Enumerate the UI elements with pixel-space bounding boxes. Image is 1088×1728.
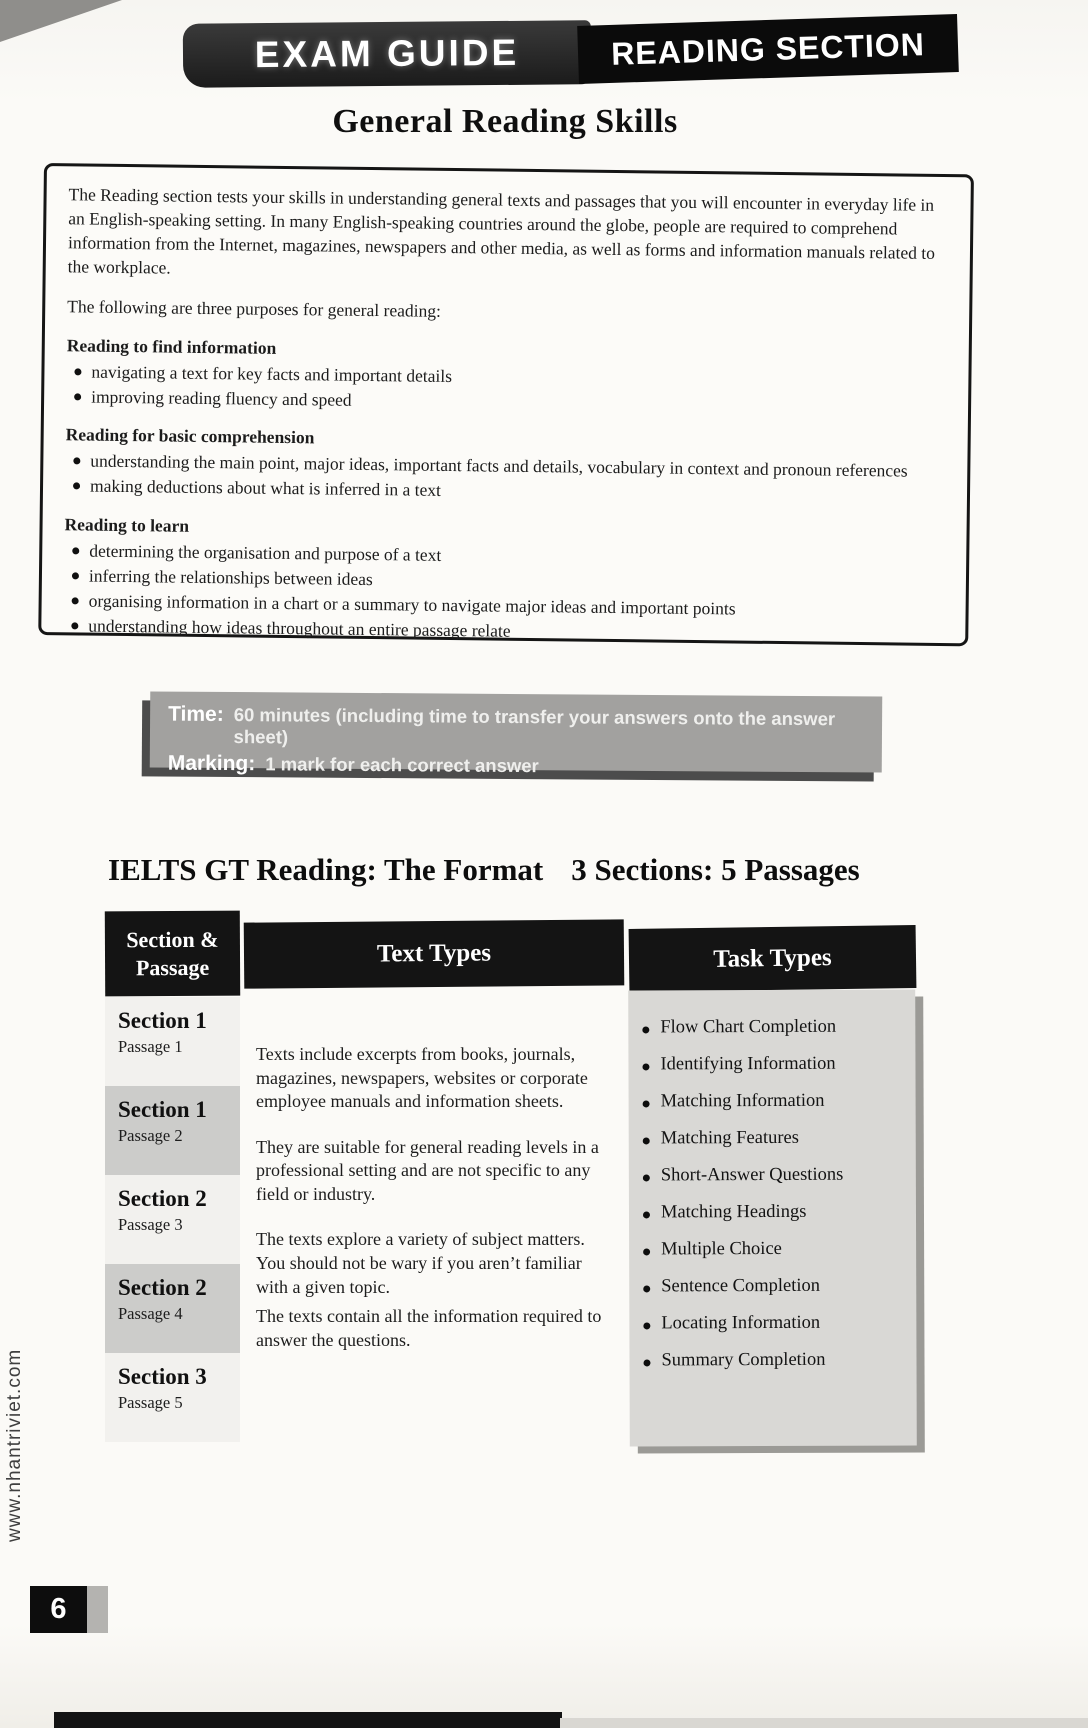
task-item	[643, 1128, 908, 1150]
task-types-column	[628, 990, 917, 1447]
bullet-text: understanding the main point, major ideas, important facts and details, vocabulary in context and pronoun references	[90, 450, 908, 481]
text-types-paragraph: Texts include excerpts from books, journals, magazines, newspapers, websites or corporate employee manuals and information sheets.	[256, 1044, 588, 1112]
task-label: Flow Chart Completion	[660, 1016, 837, 1038]
bullet-icon	[643, 1174, 650, 1181]
task-item	[643, 1091, 908, 1113]
task-item	[642, 1017, 907, 1039]
format-heading-right: 3 Sections: 5 Passages	[571, 852, 860, 887]
bullet-text: making deductions about what is inferred in a text	[89, 475, 442, 501]
task-label: Matching Information	[660, 1090, 825, 1112]
passage-label: Passage 1	[118, 1037, 183, 1056]
bullet-icon	[73, 483, 80, 490]
purpose-group-find-information	[66, 333, 945, 419]
bullet-icon	[72, 547, 79, 554]
table-row	[105, 997, 240, 1086]
section-label: Section 3	[118, 1364, 207, 1389]
bullet-icon	[74, 393, 81, 400]
task-item	[643, 1165, 908, 1187]
task-label: Summary Completion	[661, 1349, 826, 1371]
bullet-icon	[643, 1137, 650, 1144]
passage-label: Passage 3	[118, 1215, 183, 1234]
marking-row	[168, 752, 864, 781]
marking-label: Marking:	[167, 751, 256, 776]
purpose-heading: Reading to learn	[64, 513, 190, 536]
intro-paragraph: The Reading section tests your skills in understanding general texts and passages that you will encounter in everyday life in an English-speaking setting. In many English-speaking countries around the globe, people are required to comprehend information from the Internet, magazines, newspapers and other media, as well as forms and information manuals related to the workplace.	[67, 184, 936, 278]
table-header-text-types: Text Types	[244, 919, 625, 988]
bullet-icon	[642, 1026, 649, 1033]
bullet-icon	[642, 1063, 649, 1070]
bullet-icon	[72, 572, 79, 579]
passage-label: Passage 5	[118, 1393, 183, 1412]
format-heading	[108, 852, 1008, 888]
bullet-icon	[71, 622, 78, 629]
page-number-tail	[87, 1586, 108, 1633]
table-header-task-types: Task Types	[629, 925, 917, 992]
task-label: Short-Answer Questions	[660, 1164, 844, 1186]
task-label: Multiple Choice	[661, 1238, 782, 1260]
bottom-scan-edge	[560, 1718, 1088, 1728]
task-item	[642, 1054, 907, 1076]
text-types-paragraph: They are suitable for general reading levels in a professional setting and are not specific to any field or industry.	[256, 1136, 599, 1204]
bullet-list	[63, 538, 942, 648]
bottom-scan-strip	[54, 1712, 562, 1728]
table-header-section-passage: Section & Passage	[105, 911, 240, 997]
format-heading-left: IELTS GT Reading: The Format	[108, 852, 544, 887]
table-row	[105, 1353, 240, 1442]
table-row	[105, 1175, 240, 1264]
section-label: Section 2	[118, 1275, 207, 1300]
purpose-heading: Reading for basic comprehension	[65, 424, 315, 448]
intro-lead: The following are three purposes for general reading:	[67, 295, 442, 321]
bullet-text: inferring the relationships between ideas	[88, 565, 373, 589]
bullet-icon	[643, 1248, 650, 1255]
text-types-column	[244, 997, 624, 1352]
passage-label: Passage 2	[118, 1126, 183, 1145]
bullet-list	[66, 359, 945, 419]
page-number: 6	[50, 1593, 67, 1625]
exam-guide-banner	[183, 20, 592, 88]
page-number-badge	[30, 1586, 87, 1633]
time-label: Time:	[168, 702, 224, 726]
text-types-paragraph: The texts explore a variety of subject matters. You should not be wary if you aren’t familiar with a given topic.	[256, 1229, 585, 1297]
bullet-icon	[643, 1322, 650, 1329]
bullet-icon	[643, 1359, 650, 1366]
exam-guide-label: EXAM GUIDE	[254, 31, 520, 76]
task-item	[643, 1276, 908, 1298]
intro-box	[38, 163, 974, 646]
task-item	[643, 1350, 908, 1372]
bullet-text: navigating a text for key facts and important details	[91, 361, 453, 386]
section-passage-column	[105, 997, 240, 1442]
text-types-paragraph: The texts contain all the information required to answer the questions.	[256, 1306, 602, 1350]
task-label: Matching Features	[660, 1127, 799, 1149]
scan-corner-artifact	[0, 0, 122, 42]
purpose-heading: Reading to find information	[66, 334, 277, 358]
reading-section-label: READING SECTION	[610, 25, 926, 72]
section-label: Section 1	[118, 1008, 207, 1033]
bullet-list	[65, 449, 944, 509]
section-label: Section 2	[118, 1186, 207, 1211]
bullet-text: determining the organisation and purpose of a text	[89, 540, 442, 565]
publisher-url: www.nhantriviet.com	[4, 1348, 25, 1542]
time-row	[168, 703, 864, 753]
bullet-icon	[73, 458, 80, 465]
table-row	[105, 1264, 240, 1353]
purpose-group-reading-to-learn	[63, 512, 942, 648]
marking-value: 1 mark for each correct answer	[265, 753, 539, 777]
bullet-text: organising information in a chart or a summary to navigate major ideas and important points	[88, 590, 736, 619]
bullet-icon	[643, 1211, 650, 1218]
section-label: Section 1	[118, 1097, 207, 1122]
task-item	[643, 1239, 908, 1261]
passage-label: Passage 4	[118, 1304, 183, 1323]
task-label: Matching Headings	[660, 1201, 807, 1223]
task-item	[643, 1313, 908, 1335]
task-label: Identifying Information	[660, 1053, 836, 1075]
task-item	[643, 1202, 908, 1224]
task-label: Locating Information	[661, 1312, 821, 1334]
purpose-group-basic-comprehension	[65, 422, 944, 508]
task-label: Sentence Completion	[661, 1275, 821, 1297]
bullet-text: improving reading fluency and speed	[91, 386, 352, 410]
page-title: General Reading Skills	[332, 103, 678, 140]
time-value: 60 minutes (including time to transfer your answers onto the answer sheet)	[233, 704, 836, 748]
reading-section-banner	[577, 14, 959, 84]
bullet-icon	[643, 1285, 650, 1292]
bullet-icon	[643, 1100, 650, 1107]
table-row	[105, 1086, 240, 1175]
bullet-text: understanding how ideas throughout an entire passage relate	[88, 615, 511, 641]
bullet-icon	[74, 368, 81, 375]
bullet-icon	[72, 597, 79, 604]
time-marking-box	[150, 691, 883, 777]
